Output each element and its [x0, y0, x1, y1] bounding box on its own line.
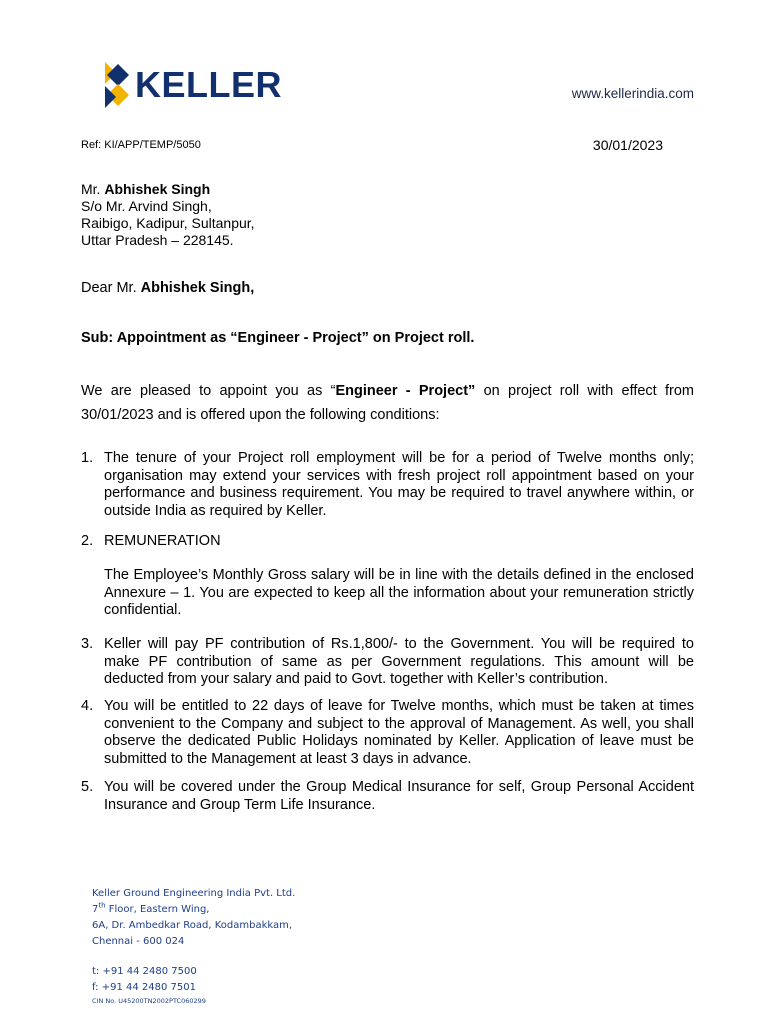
address-line: Raibigo, Kadipur, Sultanpur, — [81, 215, 255, 231]
footer-cin: CIN No. U45200TN2002PTC060299 — [92, 997, 206, 1005]
footer-fax: f: +91 44 2480 7501 — [92, 982, 196, 993]
clause-2 — [81, 533, 694, 551]
salutation — [81, 280, 254, 296]
clause-heading: REMUNERATION — [104, 533, 221, 549]
clause-number: 2. — [81, 533, 94, 549]
footer-floor — [92, 902, 295, 918]
recipient-title: Mr. — [81, 181, 101, 197]
address-line: Uttar Pradesh – 228145. — [81, 232, 234, 248]
intro-text: We are pleased to appoint you as “ — [81, 383, 336, 399]
website-link[interactable]: www.kellerindia.com — [571, 86, 694, 101]
footer-company-name: Keller Ground Engineering India Pvt. Ltd. — [92, 888, 296, 899]
clause-number: 1. — [81, 450, 94, 466]
address-line: S/o Mr. Arvind Singh, — [81, 198, 212, 214]
keller-logo — [103, 60, 282, 110]
clause-number: 4. — [81, 698, 94, 714]
recipient-name: Abhishek Singh — [104, 181, 211, 197]
clause-text: The Employee’s Monthly Gross salary will be in line with the details defined in the enclosed Annexure – 1. You are expected to keep all the information about your remuneration strictly confidential. — [104, 567, 694, 618]
clause-text: The tenure of your Project roll employment will be for a period of Twelve months only; organisation may extend your services with fresh project roll appointment based on your performance and business requirement. You may be required to travel anywhere within, or outside India as required by Keller. — [104, 450, 694, 519]
intro-paragraph — [81, 379, 694, 427]
clause-number: 3. — [81, 636, 94, 652]
letter-date: 30/01/2023 — [592, 137, 663, 153]
clause-1 — [81, 450, 694, 520]
logo-wordmark: KELLER — [135, 64, 282, 105]
footer-city: Chennai - 600 024 — [92, 936, 185, 947]
clause-text: You will be covered under the Group Medical Insurance for self, Group Personal Accident Insurance and Group Term Life Insurance. — [104, 779, 694, 813]
footer-floor-num: 7 — [92, 904, 99, 915]
keller-logo-icon — [103, 60, 131, 110]
clause-number: 5. — [81, 779, 94, 795]
footer-floor-sup: th — [98, 901, 106, 910]
footer-phone: t: +91 44 2480 7500 — [92, 966, 197, 977]
clause-5 — [81, 779, 694, 814]
clause-3 — [81, 636, 694, 689]
reference-number: Ref: KI/APP/TEMP/5050 — [81, 139, 201, 151]
salutation-name: Abhishek Singh, — [140, 280, 255, 296]
recipient-name-line — [81, 181, 255, 198]
salutation-prefix: Dear Mr. — [81, 280, 137, 296]
intro-role: Engineer - Project” — [335, 383, 476, 399]
footer-floor-rest: Floor, Eastern Wing, — [105, 904, 210, 915]
footer-street: 6A, Dr. Ambedkar Road, Kodambakkam, — [92, 920, 293, 931]
clause-text: Keller will pay PF contribution of Rs.1,800/- to the Government. You will be required to make PF contribution of same as per Government regulations. This amount will be deducted from your salary and paid to Govt. together with Keller’s contribution. — [104, 636, 694, 687]
clause-4 — [81, 698, 694, 768]
intro-text-rest: on project roll with effect from 30/01/2023 and is offered upon the following conditions: — [81, 383, 694, 423]
clause-text: You will be entitled to 22 days of leave for Twelve months, which must be taken at times convenient to the Company and subject to the approval of Management. As well, you shall observe the dedicated Public Holidays nominated by Keller. Application of leave must be submitted to the Management at least 3 days in advance. — [104, 698, 694, 767]
footer-company-details — [92, 886, 295, 1006]
recipient-address — [81, 181, 255, 249]
clause-2-body — [81, 567, 694, 620]
subject-line: Sub: Appointment as “Engineer - Project” on Project roll. — [81, 330, 475, 346]
